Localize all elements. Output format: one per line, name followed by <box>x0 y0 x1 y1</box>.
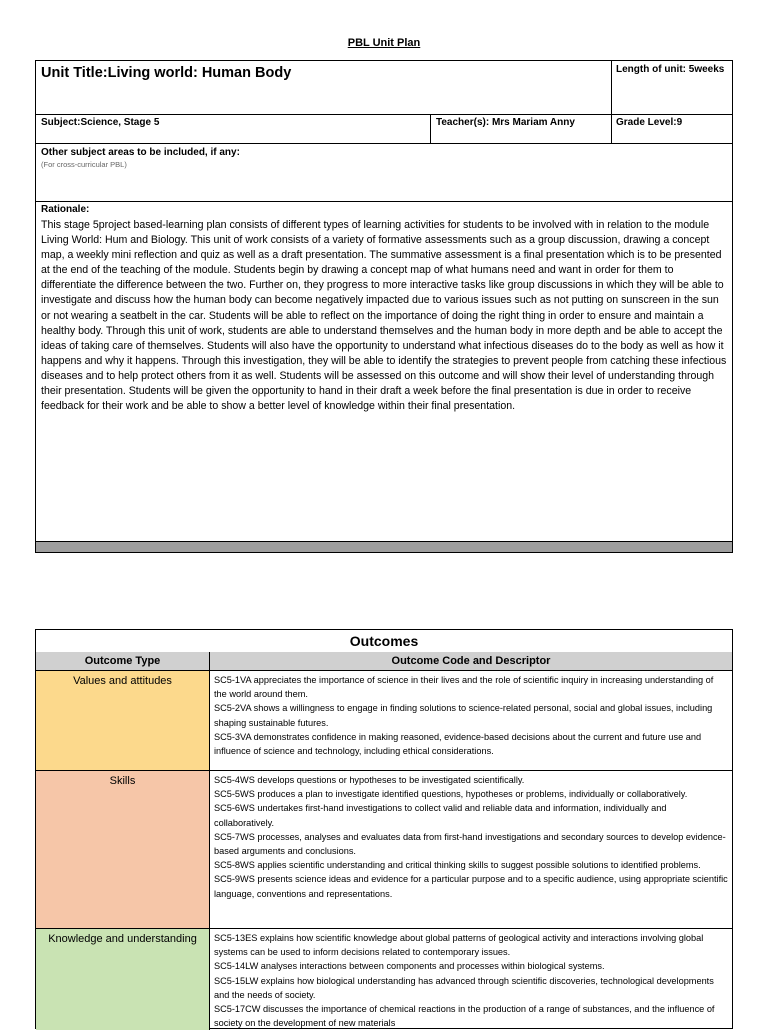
outcome-type-knowledge <box>36 929 210 1030</box>
other-subjects-label: Other subject areas to be included, if any: <box>41 147 240 158</box>
outcome-type-values <box>36 671 210 771</box>
outcome-item: SC5-9WS presents science ideas and evidence for a particular purpose and to a specific audience, using appropriate scientific language, conventions and representations. <box>214 874 728 899</box>
col-header-type-label: Outcome Type <box>84 655 161 667</box>
col-header-code-label: Outcome Code and Descriptor <box>391 655 551 667</box>
row-divider <box>36 143 732 144</box>
col-divider <box>430 114 431 143</box>
col-divider <box>611 61 612 143</box>
table-footer-bar <box>36 541 732 552</box>
col-header-type <box>36 652 210 671</box>
outcome-item: SC5-17CW discusses the importance of chemical reactions in the production of a range of substances, and the influence of society on the development of new materials <box>214 1004 715 1029</box>
subject: Subject:Science, Stage 5 <box>41 117 160 128</box>
outcome-desc-knowledge <box>210 929 732 1030</box>
unit-length: Length of unit: 5weeks <box>616 64 725 75</box>
outcome-item: SC5-2VA shows a willingness to engage in finding solutions to science-related personal, social and global issues, including shaping sustainable futures. <box>214 703 713 728</box>
other-subjects-note: (For cross-curricular PBL) <box>41 160 127 169</box>
outcome-item: SC5-5WS produces a plan to investigate identified questions, hypotheses or problems, individually or collaboratively. <box>214 789 688 800</box>
outcome-desc-skills <box>210 771 732 929</box>
outcome-item: SC5-4WS develops questions or hypotheses to be investigated scientifically. <box>214 775 525 785</box>
outcome-item: SC5-7WS processes, analyses and evaluates data from first-hand investigations and secondary sources to develop evidence-based arguments and conclusions. <box>214 831 726 857</box>
outcome-type-label: Skills <box>109 775 136 787</box>
unit-plan-table <box>35 60 733 553</box>
outcome-item: SC5-8WS applies scientific understanding and critical thinking skills to suggest possible solutions to identified problems. <box>214 860 701 871</box>
grade-level: Grade Level:9 <box>616 117 683 128</box>
outcome-type-label: Values and attitudes <box>73 675 172 687</box>
unit-title: Unit Title:Living world: Human Body <box>41 65 292 81</box>
col-header-code <box>210 652 732 671</box>
outcome-item: SC5-3VA demonstrates confidence in making reasoned, evidence-based decisions about the current and future use and influence of science and technology, including ethical considerations. <box>214 731 702 757</box>
outcome-item: SC5-6WS undertakes first-hand investigations to collect valid and reliable data and information, individually and collaboratively. <box>214 803 667 828</box>
row-divider <box>36 201 732 202</box>
rationale-label: Rationale: <box>41 204 90 215</box>
outcome-item: SC5-13ES explains how scientific knowledge about global patterns of geological activity and interactions involving global systems can be used to inform decisions related to contemporary issues. <box>214 933 704 958</box>
teacher: Teacher(s): Mrs Mariam Anny <box>436 117 575 128</box>
row-divider <box>36 114 732 115</box>
outcomes-table <box>35 629 733 1029</box>
outcome-item: SC5-14LW analyses interactions between components and processes within biological systems. <box>214 961 605 972</box>
outcome-item: SC5-1VA appreciates the importance of science in their lives and the role of scientific inquiry in increasing understanding of the world around them. <box>214 675 714 700</box>
outcomes-title: Outcomes <box>36 630 732 653</box>
outcome-type-label: Knowledge and understanding <box>48 933 197 945</box>
rationale-text: This stage 5project based-learning plan consists of different types of learning activities for students to be involved with in relation to the module Living World: Hum and Biology. This unit of work consists of a variety of formative assessments such as a group discussion, drawing a concept map, a weekly mini reflection and quiz as well as a draft presentation. The summative assessment is a final presentation which is to be presented at the end of the teaching of the module. Students begin by drawing a concept map of what humans need and want in order for them to differentiate the difference between the two. Further on, they progress to more interactive tasks like group discussions in which they will be able to investigate and discuss how the human body can become negatively impacted due to various issues such as not putting on sunscreen in the sun or not wearing a seatbelt in the car. Students will be able to reflect on the importance of doing the right thing in order to ensure and maintain a healthy body. Through this unit of work, students are able to understand themselves and the human body in more depth and be able to accept the ideas of taking care of themselves. Students will also have the opportunity to understand what infectious diseases do to the body as well as how it happens and why it happens. Through this investigation, they will be able to identify the strategies to prevent people from catching these infectious diseases and to help protect others from it as well. Students will be assessed on this outcome and will show their level of understanding through their presentation. Students will be given the opportunity to hand in their draft a week before the final presentation is due in order to receive feedback for their work and be able to show a better level of knowledge within their final presentation. <box>41 219 727 413</box>
outcome-desc-values <box>210 671 732 771</box>
document-title: PBL Unit Plan <box>347 37 421 49</box>
outcome-item: SC5-15LW explains how biological understanding has advanced through scientific discoveries, technological developments and the needs of society. <box>214 975 714 1000</box>
outcome-type-skills <box>36 771 210 929</box>
